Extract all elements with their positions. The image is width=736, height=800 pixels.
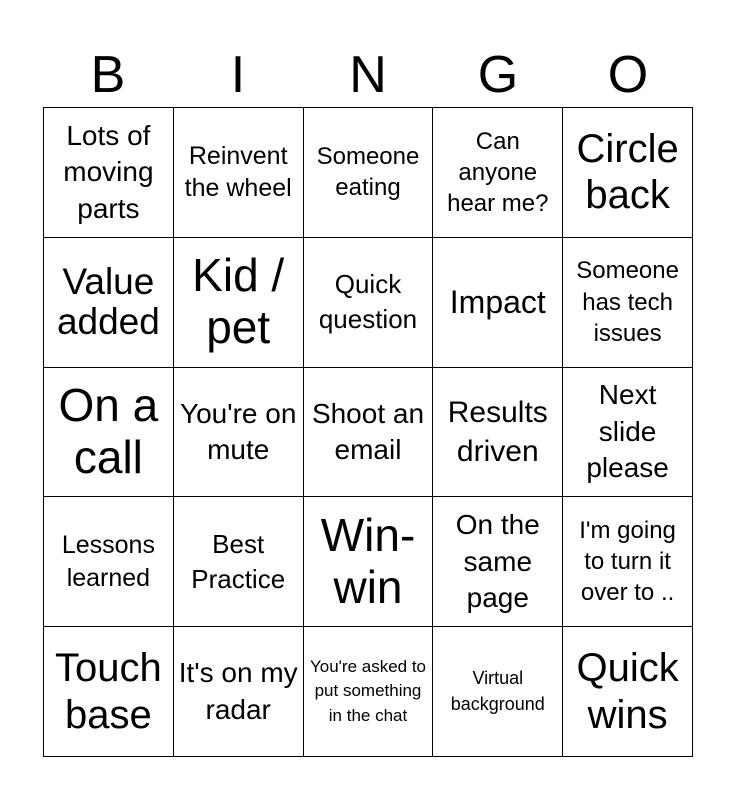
cell-text: Lots of moving parts	[63, 119, 154, 224]
bingo-cell[interactable]	[433, 238, 563, 368]
bingo-cell[interactable]	[433, 497, 563, 627]
header-letter-g: G	[477, 46, 519, 104]
cell-text: Circle back	[576, 126, 679, 218]
cell-text: Someone has tech issues	[576, 257, 679, 347]
bingo-cell[interactable]	[44, 627, 174, 757]
bingo-cell[interactable]	[304, 368, 434, 498]
cell-text: Touch base	[55, 645, 162, 737]
bingo-cell[interactable]	[174, 108, 304, 238]
cell-text: On a call	[58, 379, 159, 483]
cell-text: It's on my radar	[178, 657, 298, 725]
cell-text: On the same page	[455, 509, 540, 613]
cell-text: Reinvent the wheel	[184, 141, 292, 203]
bingo-cell[interactable]	[44, 368, 174, 498]
header-letter-o: O	[607, 46, 649, 104]
bingo-cell[interactable]	[44, 497, 174, 627]
cell-text: Next slide please	[586, 379, 669, 484]
bingo-cell[interactable]	[563, 627, 693, 757]
cell-text: Quick wins	[576, 645, 679, 737]
bingo-cell[interactable]	[563, 497, 693, 627]
bingo-cell[interactable]	[174, 627, 304, 757]
bingo-cell[interactable]	[433, 627, 563, 757]
cell-text: Can anyone hear me?	[447, 127, 549, 217]
bingo-board	[43, 107, 693, 757]
bingo-cell[interactable]	[563, 108, 693, 238]
cell-text: Best Practice	[191, 528, 286, 594]
cell-text: Value added	[56, 261, 160, 343]
cell-text: You're asked to put something in the chat	[309, 656, 427, 725]
bingo-header	[43, 42, 693, 108]
bingo-cell[interactable]	[304, 497, 434, 627]
bingo-cell[interactable]	[563, 368, 693, 498]
bingo-cell[interactable]	[304, 108, 434, 238]
cell-text: Kid / pet	[192, 249, 285, 354]
bingo-cell[interactable]	[44, 238, 174, 368]
header-letter-i: I	[230, 46, 246, 104]
cell-text: Shoot an email	[311, 397, 425, 465]
cell-text: Quick question	[318, 269, 418, 335]
bingo-cell[interactable]	[304, 627, 434, 757]
bingo-cell[interactable]	[563, 238, 693, 368]
cell-text: You're on mute	[179, 397, 297, 465]
bingo-cell[interactable]	[433, 108, 563, 238]
cell-text: I'm going to turn it over to ..	[579, 517, 676, 607]
cell-text: Lessons learned	[61, 531, 155, 592]
cell-text: Virtual background	[450, 668, 545, 714]
bingo-cell[interactable]	[174, 497, 304, 627]
cell-text: Someone eating	[316, 143, 420, 202]
bingo-cell[interactable]	[174, 368, 304, 498]
bingo-cell[interactable]	[433, 368, 563, 498]
bingo-cell[interactable]	[174, 238, 304, 368]
cell-text: Impact	[449, 284, 546, 321]
cell-text: Results driven	[447, 395, 548, 468]
header-letter-b: B	[90, 46, 126, 104]
bingo-cell[interactable]	[44, 108, 174, 238]
cell-text: Win-win	[320, 508, 416, 613]
header-letter-n: N	[349, 46, 387, 104]
bingo-cell[interactable]	[304, 238, 434, 368]
